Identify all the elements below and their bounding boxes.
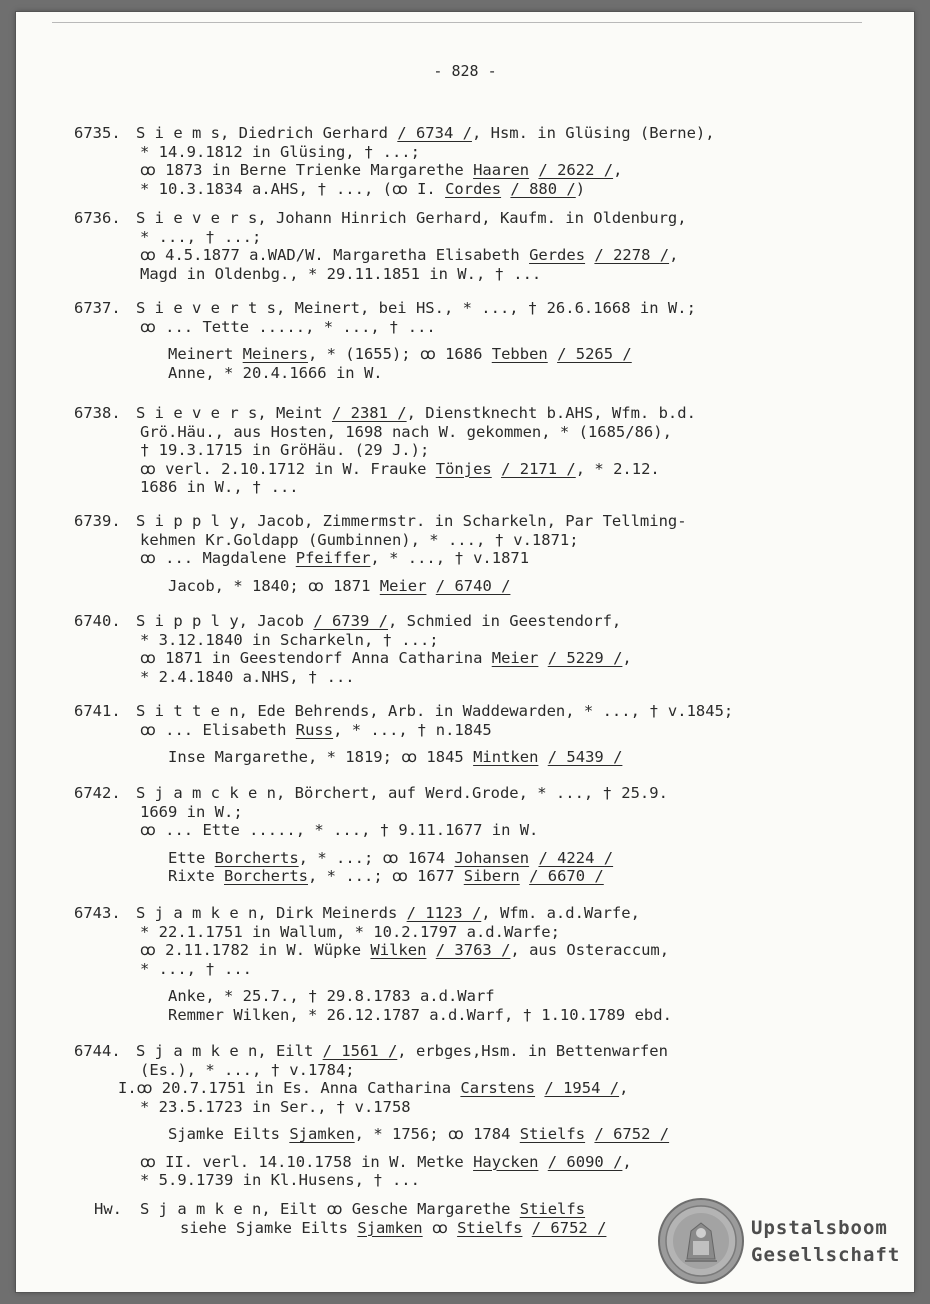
line-text xyxy=(426,577,435,595)
entry-line xyxy=(140,265,541,284)
underlined-ref: Cordes xyxy=(445,179,502,198)
line-text: Rixte xyxy=(168,867,224,885)
entry-line xyxy=(136,299,696,318)
entry-line xyxy=(140,960,252,979)
line-text: S i t t e n, Ede Behrends, Arb. in Waddewarden, * ..., † v.1845; xyxy=(136,702,734,720)
child-line xyxy=(168,1006,672,1025)
line-text: ꝏ 1871 in Geestendorf Anna Catharina xyxy=(140,649,492,667)
underlined-ref: Tönjes xyxy=(435,459,492,478)
entry-number: 6743. xyxy=(74,904,121,922)
entry-line xyxy=(118,1079,628,1098)
line-text: S i e v e r t s, Meinert, bei HS., * ..., † 26.6.1668 in W.; xyxy=(136,299,696,317)
underlined-ref: Meier xyxy=(491,649,539,667)
underlined-ref: Borcherts xyxy=(224,867,308,885)
underlined-ref: Mintken xyxy=(473,748,539,766)
line-text: ꝏ ... Magdalene xyxy=(140,549,296,567)
line-text: , xyxy=(622,1152,632,1171)
entry-number: 6741. xyxy=(74,702,121,720)
entry-line xyxy=(140,1061,355,1080)
line-text xyxy=(492,460,501,478)
logo-text xyxy=(751,1215,900,1269)
child-line xyxy=(168,987,495,1006)
line-text: ꝏ verl. 2.10.1712 in W. Frauke xyxy=(140,459,436,478)
underlined-ref: Meier xyxy=(379,576,427,595)
underlined-ref: Sjamken xyxy=(357,1218,423,1237)
line-text: S i p p l y, Jacob xyxy=(136,612,314,630)
entry-line xyxy=(140,246,678,265)
entry-line xyxy=(140,649,632,668)
underlined-ref: / 1954 / xyxy=(544,1079,620,1097)
entry-line xyxy=(140,1171,420,1190)
top-rule xyxy=(52,22,862,23)
line-text: ꝏ ... Elisabeth xyxy=(140,720,296,739)
line-text: , aus Osteraccum, xyxy=(510,941,670,959)
entry-line xyxy=(140,549,529,568)
line-text: , Dienstknecht b.AHS, Wfm. b.d. xyxy=(406,404,696,422)
line-text xyxy=(522,1219,531,1237)
underlined-ref: / 2622 / xyxy=(538,161,614,179)
line-text xyxy=(548,345,557,363)
line-text: † 19.3.1715 in GröHäu. (29 J.); xyxy=(140,441,430,459)
line-text: S i p p l y, Jacob, Zimmermstr. in Scharkeln, Par Tellming- xyxy=(136,512,687,530)
underlined-ref: Carstens xyxy=(460,1079,536,1097)
entry-number: 6744. xyxy=(74,1042,121,1060)
entry-line xyxy=(136,1042,668,1061)
underlined-ref: / 5439 / xyxy=(547,748,623,766)
line-text: Sjamke Eilts xyxy=(168,1125,290,1143)
line-text: ꝏ xyxy=(422,1218,458,1237)
line-text: , xyxy=(669,246,679,264)
entry-number: 6736. xyxy=(74,209,121,227)
line-text xyxy=(585,246,594,264)
underlined-ref: / 6752 / xyxy=(531,1218,607,1237)
underlined-ref: Tebben xyxy=(491,345,548,363)
line-text: Remmer Wilken, * 26.12.1787 a.d.Warf, † 1.10.1789 ebd. xyxy=(168,1005,672,1024)
entry-line xyxy=(140,821,538,840)
line-text: , Hsm. in Glüsing (Berne), xyxy=(471,124,715,142)
underlined-ref: / 3763 / xyxy=(435,941,511,959)
underlined-ref: / 6670 / xyxy=(529,867,604,885)
line-text: kehmen Kr.Goldapp (Gumbinnen), * ..., † v.1871; xyxy=(140,530,579,549)
line-text: , xyxy=(622,649,632,667)
entry-line xyxy=(140,531,579,550)
line-text: , erbges,Hsm. in Bettenwarfen xyxy=(397,1042,668,1060)
underlined-ref: / 6090 / xyxy=(547,1152,623,1171)
line-text: S j a m k e n, Eilt ꝏ Gesche Margarethe xyxy=(140,1200,520,1218)
underlined-ref: / 6752 / xyxy=(594,1125,670,1143)
underlined-ref: / 1123 / xyxy=(406,904,482,922)
entry-number: 6738. xyxy=(74,404,121,422)
line-text: , * ..., † n.1845 xyxy=(333,720,492,739)
line-text: * 5.9.1739 in Kl.Husens, † ... xyxy=(140,1171,420,1189)
line-text: , * ..., † v.1871 xyxy=(370,549,530,567)
child-line xyxy=(168,577,510,596)
underlined-ref: Borcherts xyxy=(214,848,299,867)
line-text: (Es.), * ..., † v.1784; xyxy=(140,1060,355,1079)
logo-line-1: Upstalsboom xyxy=(751,1217,888,1239)
entry-line xyxy=(136,209,687,228)
upstalsboom-logo xyxy=(657,1197,907,1285)
line-text: , xyxy=(619,1079,629,1097)
underlined-ref: Haaren xyxy=(473,161,530,179)
entry-line xyxy=(136,124,715,143)
line-text: S i e m s, Diedrich Gerhard xyxy=(136,124,398,142)
line-text: , * 1756; ꝏ 1784 xyxy=(354,1125,520,1143)
entry-number: 6739. xyxy=(74,512,121,530)
entry-number: 6737. xyxy=(74,299,121,317)
underlined-ref: / 5229 / xyxy=(547,649,623,667)
document-page xyxy=(16,12,914,1292)
underlined-ref: / 4224 / xyxy=(538,848,614,867)
line-text: * 10.3.1834 a.AHS, † ..., (ꝏ I. xyxy=(140,179,446,198)
line-text: * ..., † ...; xyxy=(140,227,262,246)
child-line xyxy=(168,748,622,767)
underlined-ref: / 1561 / xyxy=(322,1042,398,1060)
underlined-ref: Haycken xyxy=(473,1152,539,1171)
underlined-ref: / 6734 / xyxy=(397,124,472,142)
entry-number: 6735. xyxy=(74,124,121,142)
underlined-ref: / 880 / xyxy=(510,179,576,198)
line-text: ) xyxy=(575,179,586,198)
page-number: - 828 - xyxy=(433,62,497,80)
seal-icon xyxy=(657,1197,745,1285)
line-text: I.ꝏ 20.7.1751 in Es. Anna Catharina xyxy=(118,1079,461,1097)
line-text: 1669 in W.; xyxy=(140,802,243,821)
line-text: siehe Sjamke Eilts xyxy=(180,1218,358,1237)
entry-line xyxy=(140,721,492,740)
line-text xyxy=(520,867,529,885)
hw-line xyxy=(180,1219,606,1238)
underlined-ref: Stielfs xyxy=(519,1200,586,1218)
entry-line xyxy=(140,180,585,199)
underlined-ref: / 2171 / xyxy=(501,459,576,478)
underlined-ref: / 2381 / xyxy=(331,404,407,422)
line-text: ꝏ 1873 in Berne Trienke Margarethe xyxy=(140,161,474,179)
line-text: Anke, * 25.7., † 29.8.1783 a.d.Warf xyxy=(168,987,495,1005)
entry-line xyxy=(140,923,560,942)
line-text: * 22.1.1751 in Wallum, * 10.2.1797 a.d.Warfe; xyxy=(140,922,560,941)
line-text: ꝏ ... Ette ....., * ..., † 9.11.1677 in W. xyxy=(140,821,539,839)
line-text: 1686 in W., † ... xyxy=(140,478,299,496)
entry-line xyxy=(136,702,733,721)
underlined-ref: Meiners xyxy=(242,345,308,363)
underlined-ref: Gerdes xyxy=(529,246,586,264)
underlined-ref: Wilken xyxy=(370,941,427,959)
line-text: S j a m k e n, Eilt xyxy=(136,1042,323,1060)
line-text xyxy=(535,1079,544,1097)
entry-line xyxy=(140,1153,632,1172)
line-text: ꝏ 2.11.1782 in W. Wüpke xyxy=(140,941,371,959)
line-text: * 2.4.1840 a.NHS, † ... xyxy=(140,667,355,686)
line-text: S i e v e r s, Johann Hinrich Gerhard, Kaufm. in Oldenburg, xyxy=(136,209,687,227)
child-line xyxy=(168,1125,669,1144)
line-text xyxy=(426,941,435,959)
entry-line xyxy=(140,143,420,162)
entry-line xyxy=(136,612,621,631)
line-text: , * ...; ꝏ 1674 xyxy=(298,848,455,867)
entry-line xyxy=(140,1098,411,1117)
line-text: , * ...; ꝏ 1677 xyxy=(308,867,464,885)
underlined-ref: / 6739 / xyxy=(313,612,388,630)
entry-line xyxy=(136,904,640,923)
line-text: ꝏ 4.5.1877 a.WAD/W. Margaretha Elisabeth xyxy=(140,246,530,264)
entry-line xyxy=(140,423,672,442)
line-text: * 3.12.1840 in Scharkeln, † ...; xyxy=(140,630,439,649)
underlined-ref: Stielfs xyxy=(519,1125,586,1143)
line-text: , Wfm. a.d.Warfe, xyxy=(481,904,640,922)
entry-line xyxy=(140,803,243,822)
entry-number: 6742. xyxy=(74,784,121,802)
line-text: Jacob, * 1840; ꝏ 1871 xyxy=(168,576,380,595)
line-text: Grö.Häu., aus Hosten, 1698 nach W. gekommen, * (1685/86), xyxy=(140,422,672,441)
underlined-ref: Johansen xyxy=(454,848,530,867)
entry-line xyxy=(140,161,622,180)
line-text: , * (1655); ꝏ 1686 xyxy=(307,345,492,363)
line-text: * ..., † ... xyxy=(140,959,252,978)
hw-label: Hw. xyxy=(94,1200,122,1218)
underlined-ref: Sjamken xyxy=(289,1125,355,1143)
underlined-ref: / 2278 / xyxy=(594,246,670,264)
line-text xyxy=(538,649,547,667)
entry-line xyxy=(140,460,660,479)
line-text: Meinert xyxy=(168,345,243,363)
child-line xyxy=(168,849,613,868)
line-text: S j a m k e n, Dirk Meinerds xyxy=(136,904,407,922)
entry-line xyxy=(140,228,261,247)
line-text: * 23.5.1723 in Ser., † v.1758 xyxy=(140,1097,411,1116)
entry-line xyxy=(140,478,299,497)
child-line xyxy=(168,364,383,383)
entry-line xyxy=(136,512,687,531)
underlined-ref: / 5265 / xyxy=(557,345,632,363)
underlined-ref: Stielfs xyxy=(457,1218,523,1237)
line-text xyxy=(538,1153,547,1171)
entry-line xyxy=(140,631,439,650)
line-text: , * 2.12. xyxy=(575,459,660,478)
child-line xyxy=(168,867,604,886)
line-text: Ette xyxy=(168,848,215,867)
line-text: Magd in Oldenbg., * 29.11.1851 in W., † ... xyxy=(140,264,542,283)
entry-line xyxy=(140,941,669,960)
child-line xyxy=(168,345,632,364)
line-text: , Schmied in Geestendorf, xyxy=(387,612,622,630)
line-text: S j a m c k e n, Börchert, auf Werd.Grode, * ..., † 25.9. xyxy=(136,784,668,802)
line-text: * 14.9.1812 in Glüsing, † ...; xyxy=(140,142,420,161)
line-text: ꝏ ... Tette ....., * ..., † ... xyxy=(140,317,436,336)
entry-line xyxy=(140,318,436,337)
line-text: , xyxy=(613,161,623,179)
line-text xyxy=(538,748,547,766)
underlined-ref: Pfeiffer xyxy=(295,549,371,567)
line-text: Inse Margarethe, * 1819; ꝏ 1845 xyxy=(168,748,474,766)
entry-line xyxy=(140,441,429,460)
entry-number: 6740. xyxy=(74,612,121,630)
line-text: S i e v e r s, Meint xyxy=(136,404,332,422)
entry-line xyxy=(136,404,696,423)
entry-line xyxy=(140,668,355,687)
line-text: Anne, * 20.4.1666 in W. xyxy=(168,363,383,382)
logo-line-2: Gesellschaft xyxy=(751,1244,901,1266)
entry-line xyxy=(136,784,668,803)
underlined-ref: Sibern xyxy=(463,867,520,885)
hw-line xyxy=(140,1200,585,1219)
underlined-ref: / 6740 / xyxy=(435,576,511,595)
underlined-ref: Russ xyxy=(295,720,334,739)
line-text: ꝏ II. verl. 14.10.1758 in W. Metke xyxy=(140,1152,474,1171)
